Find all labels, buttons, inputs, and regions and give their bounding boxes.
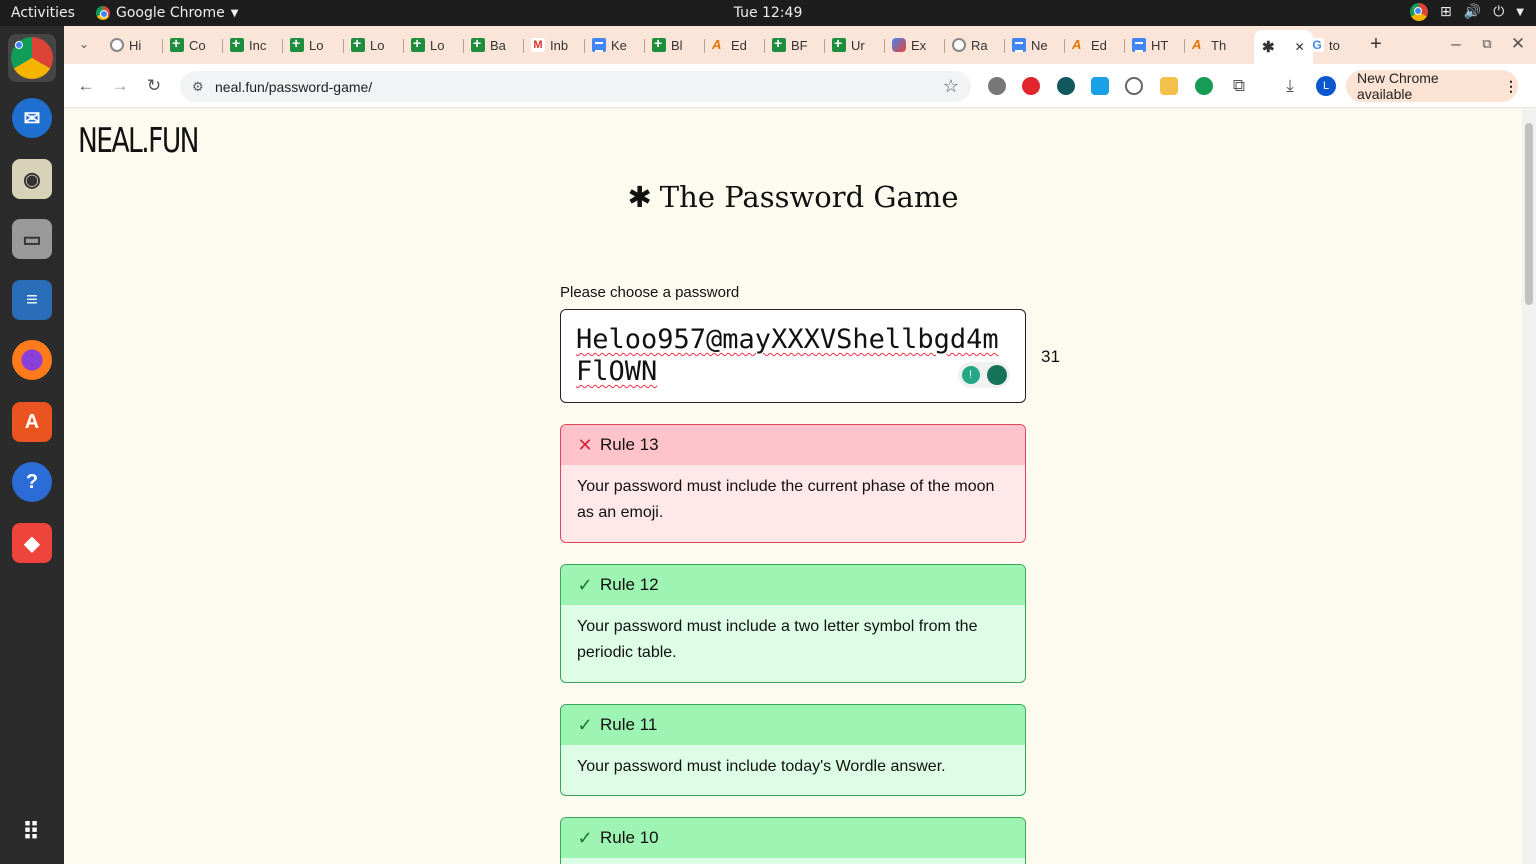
tab-14[interactable] [952,32,988,58]
page-title [64,180,1522,214]
tab-13[interactable] [892,32,926,58]
tab-label: Ur [851,37,865,53]
activities-button[interactable]: Activities [11,5,75,21]
store-icon: A [12,402,52,442]
tab-separator [1124,39,1125,53]
asterisk-icon: ✱ [1262,39,1275,56]
rule-card [560,424,1026,543]
edu-icon [1072,38,1086,52]
update-label: New Chrome available [1357,70,1439,102]
dock-files[interactable] [8,215,56,263]
tab-0[interactable] [110,32,141,58]
tab-separator [944,39,945,53]
tab-label: Inc [249,37,267,53]
g-icon [1310,38,1324,52]
tab-separator [764,39,765,53]
document-icon: ≡ [12,280,52,320]
anydesk-icon: ◆ [12,523,52,563]
gmail-icon [531,38,545,52]
sheet-icon [772,38,786,52]
tab-16[interactable] [1072,32,1107,58]
tab-2[interactable] [230,32,266,58]
extensions-puzzle-icon[interactable]: ⧉ [1232,76,1246,95]
rule-text: Your password must include today's Wordle answer. [577,758,946,775]
dock-anydesk[interactable] [8,519,56,567]
grid-icon: ⠿ [22,818,42,846]
tab-12[interactable] [832,32,865,58]
chrome-status-icon[interactable] [1410,3,1428,21]
app-menu-label: Google Chrome [116,5,225,21]
caret-down-icon: ▼ [230,7,239,19]
tab-separator [704,39,705,53]
page-scrollbar[interactable] [1522,109,1536,864]
rule-header [561,705,1025,745]
show-apps-button[interactable] [8,808,56,856]
page-title-text: The Password Game [659,180,959,214]
extension-yellow-icon[interactable] [1160,77,1178,95]
doc-icon [1132,38,1146,52]
clock[interactable]: Tue 12:49 [733,5,803,21]
tab-label: Ra [971,37,988,53]
cross-icon: ✕ [577,434,593,455]
chrome-icon [96,6,110,20]
reload-button[interactable]: ↻ [146,76,162,95]
sheet-icon [652,38,666,52]
rule-header [561,565,1025,605]
tab-separator [1184,39,1185,53]
help-icon: ? [12,462,52,502]
check-icon: ✓ [577,714,593,735]
extension-search-icon[interactable] [1125,77,1143,95]
tab-label: Co [189,37,206,53]
back-button[interactable]: ← [77,76,95,95]
tab-20[interactable] [1310,32,1340,58]
character-count: 31 [1041,347,1060,366]
maximize-button[interactable]: ⧉ [1482,36,1492,51]
scrollbar-thumb[interactable] [1525,123,1533,305]
tab-label: Ed [1091,37,1107,53]
tab-11[interactable] [772,32,808,58]
rule-card [560,817,1026,864]
tab-18[interactable] [1192,32,1226,58]
mix-icon [892,38,906,52]
tab-19[interactable] [1254,30,1313,64]
tab-label: Ba [490,37,506,53]
tab-separator [162,39,163,53]
tab-label: Bl [671,37,683,53]
tab-4[interactable] [351,32,384,58]
tab-separator [824,39,825,53]
volume-icon[interactable]: 🔊 [1463,4,1482,20]
speaker-icon: ◉ [12,159,52,199]
doc-icon [1012,38,1026,52]
site-logo[interactable]: NEAL.FUN [78,121,198,161]
dock-thunderbird[interactable] [8,94,56,142]
rule-title: Rule 12 [600,575,659,594]
new-tab-button[interactable]: + [1370,32,1382,55]
sheet-icon [230,38,244,52]
tab-separator [884,39,885,53]
rule-title: Rule 13 [600,435,659,454]
dock-firefox[interactable] [8,336,56,384]
dock-app-center[interactable] [8,398,56,446]
tab-1[interactable] [170,32,206,58]
app-menu[interactable] [96,5,238,21]
browser-toolbar [64,64,1536,108]
url-text[interactable]: neal.fun/password-game/ [215,79,373,95]
tab-15[interactable] [1012,32,1048,58]
rule-card [560,704,1026,796]
bookmark-star-icon[interactable]: ☆ [942,76,959,96]
power-icon[interactable]: ⏻ [1493,4,1505,20]
forward-button[interactable]: → [111,76,129,95]
mail-icon: ✉ [12,98,52,138]
tab-label: Ke [611,37,627,53]
rule-title: Rule 10 [600,828,659,847]
tab-separator [463,39,464,53]
tab-7[interactable] [531,32,568,58]
rule-header [561,425,1025,465]
update-chrome-button[interactable] [1346,70,1518,102]
tab-separator [584,39,585,53]
grammarly-icon[interactable] [1195,77,1213,95]
tab-3[interactable] [290,32,323,58]
rule-text: Your password must include the current phase of the moon as an emoji. [577,478,995,521]
address-bar[interactable] [180,71,971,102]
dock-writer[interactable] [8,276,56,324]
profile-avatar[interactable]: L [1316,76,1336,96]
system-top-bar [0,0,1536,26]
tab-label: Inb [550,37,569,53]
rule-header [561,818,1025,858]
grammarly-widget[interactable] [958,362,1010,388]
extension-feather-icon[interactable] [988,77,1006,95]
tab-5[interactable] [411,32,444,58]
sheet-icon [351,38,365,52]
sheet-icon [411,38,425,52]
password-value[interactable]: Heloo957@mayXXXVShellbgd4mFlOWN [576,324,999,387]
network-icon[interactable]: ⊞ [1440,4,1452,20]
tab-17[interactable] [1132,32,1168,58]
hub-icon [110,38,124,52]
doc-icon [592,38,606,52]
tab-separator [1004,39,1005,53]
tab-label: Ne [1031,37,1048,53]
rule-title: Rule 11 [600,715,658,734]
tab-search-chevron-icon[interactable]: ⌄ [78,37,90,51]
dock-chrome[interactable] [8,34,56,82]
password-input[interactable] [560,309,1026,403]
hub-icon [952,38,966,52]
tab-strip [64,26,1536,64]
sheet-icon [832,38,846,52]
system-tray[interactable] [1410,3,1524,21]
minimize-button[interactable]: – [1451,34,1461,53]
extension-m-icon[interactable] [1091,77,1109,95]
tab-separator [523,39,524,53]
extension-red-icon[interactable] [1022,77,1040,95]
tab-label: Ex [911,37,927,53]
tab-label: Ed [731,37,747,53]
folder-icon: ▭ [12,219,52,259]
tab-6[interactable] [471,32,506,58]
asterisk-icon: ✱ [627,180,652,214]
page-content [64,109,1522,864]
tab-label: to [1329,37,1340,53]
tab-separator [644,39,645,53]
lightbulb-icon[interactable]: ! [962,366,980,384]
tab-label: Lo [370,37,385,53]
tab-separator [403,39,404,53]
tab-10[interactable] [712,32,747,58]
dock-rhythmbox[interactable] [8,155,56,203]
firefox-icon [12,340,52,380]
dock-help[interactable] [8,458,56,506]
tab-9[interactable] [652,32,683,58]
tab-separator [1064,39,1065,53]
caret-down-icon[interactable]: ▼ [1516,6,1524,18]
check-icon: ✓ [577,574,593,595]
extension-teal-icon[interactable] [1057,77,1075,95]
kebab-menu-icon[interactable]: ⋮ [1504,77,1518,94]
close-tab-icon[interactable]: ✕ [1294,40,1305,54]
site-info-icon[interactable]: ⚙ [192,79,204,94]
chrome-icon [11,37,53,79]
rule-card [560,564,1026,683]
password-label: Please choose a password [560,284,740,301]
close-window-button[interactable]: ✕ [1510,34,1526,53]
tab-separator [222,39,223,53]
tab-separator [282,39,283,53]
tab-label: BF [791,37,808,53]
tab-label: Lo [309,37,324,53]
downloads-icon[interactable]: ⤓ [1286,76,1294,95]
grammarly-icon[interactable] [987,365,1007,385]
tab-8[interactable] [592,32,627,58]
edu-icon [712,38,726,52]
check-icon: ✓ [577,827,593,848]
tab-label: Lo [430,37,445,53]
sheet-icon [290,38,304,52]
dock [0,26,64,864]
sheet-icon [170,38,184,52]
tab-label: Th [1211,37,1227,53]
rule-text: Your password must include a two letter symbol from the periodic table. [577,618,978,661]
tab-separator [343,39,344,53]
tab-label: HT [1151,37,1169,53]
tab-label: Hi [129,37,142,53]
sheet-icon [471,38,485,52]
edu-icon [1192,38,1206,52]
